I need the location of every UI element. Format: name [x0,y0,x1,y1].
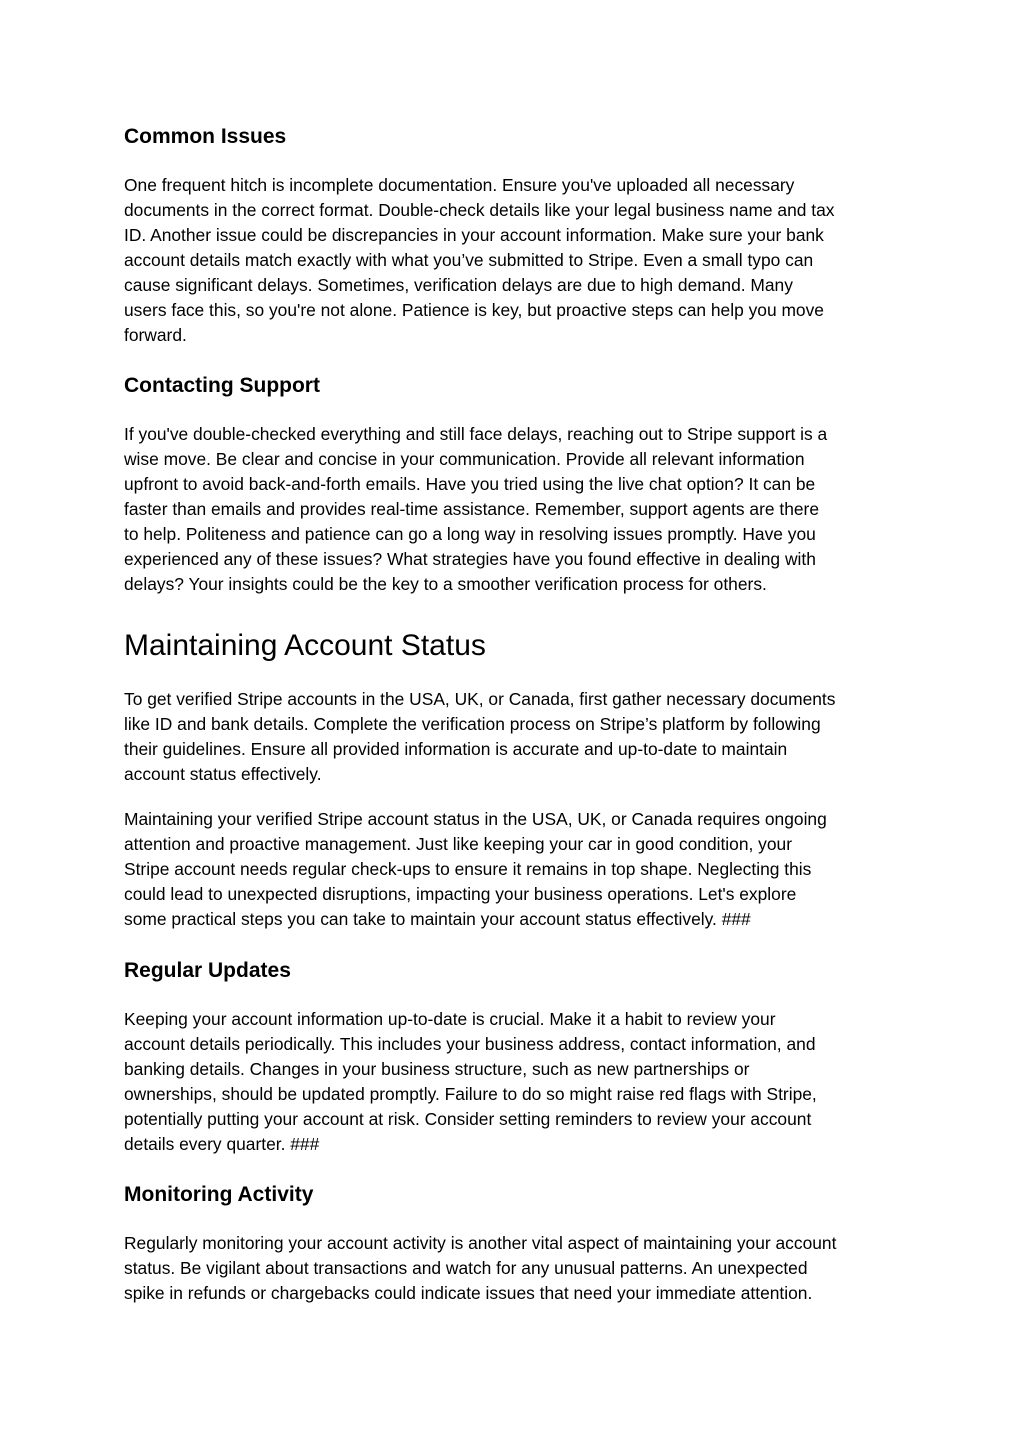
text-line: Maintaining your verified Stripe account status in the USA, UK, or Canada requires ongoing [124,809,827,829]
section-heading-monitoring-activity: Monitoring Activity [124,1183,314,1206]
text-line: users face this, so you're not alone. Patience is key, but proactive steps can help you move [124,300,824,320]
text-line: some practical steps you can take to maintain your account status effectively. ### [124,909,751,929]
text-line: cause significant delays. Sometimes, verification delays are due to high demand. Many [124,275,793,295]
text-line: their guidelines. Ensure all provided information is accurate and up-to-date to maintain [124,739,788,759]
paragraph-contacting-support [124,422,900,597]
text-line: could lead to unexpected disruptions, impacting your business operations. Let's explore [124,884,797,904]
text-line: ownerships, should be updated promptly. Failure to do so might raise red flags with Stripe, [124,1084,817,1104]
text-line: wise move. Be clear and concise in your communication. Provide all relevant information [124,449,805,469]
paragraph-regular-updates [124,1007,900,1157]
text-line: documents in the correct format. Double-check details like your legal business name and tax [124,200,835,220]
text-line: Keeping your account information up-to-date is crucial. Make it a habit to review your [124,1009,776,1029]
main-heading: Maintaining Account Status [124,629,486,662]
section-heading-contacting-support: Contacting Support [124,374,320,397]
paragraph-monitoring-activity [124,1231,900,1306]
text-line: attention and proactive management. Just like keeping your car in good condition, your [124,834,793,854]
text-line: delays? Your insights could be the key to a smoother verification process for others. [124,574,767,594]
text-line: If you've double-checked everything and still face delays, reaching out to Stripe support is a [124,424,828,444]
text-line: like ID and bank details. Complete the verification process on Stripe’s platform by following [124,714,821,734]
text-line: Stripe account needs regular check-ups to ensure it remains in top shape. Neglecting this [124,859,812,879]
text-line: potentially putting your account at risk. Consider setting reminders to review your account [124,1109,812,1129]
text-line: account details match exactly with what you’ve submitted to Stripe. Even a small typo can [124,250,814,270]
text-line: details every quarter. ### [124,1134,320,1154]
text-line: spike in refunds or chargebacks could indicate issues that need your immediate attention. [124,1283,813,1303]
text-line: account status effectively. [124,764,322,784]
text-line: Regularly monitoring your account activity is another vital aspect of maintaining your account [124,1233,837,1253]
text-line: banking details. Changes in your business structure, such as new partnerships or [124,1059,750,1079]
text-line: forward. [124,325,187,345]
text-line: faster than emails and provides real-time assistance. Remember, support agents are there [124,499,820,519]
text-line: One frequent hitch is incomplete documentation. Ensure you've uploaded all necessary [124,175,795,195]
text-line: account details periodically. This includes your business address, contact information, and [124,1034,816,1054]
text-line: To get verified Stripe accounts in the USA, UK, or Canada, first gather necessary documents [124,689,836,709]
paragraph-common-issues [124,173,900,348]
text-line: ID. Another issue could be discrepancies in your account information. Make sure your bank [124,225,824,245]
text-line: status. Be vigilant about transactions and watch for any unusual patterns. An unexpected [124,1258,808,1278]
section-heading-regular-updates: Regular Updates [124,959,291,982]
text-line: experienced any of these issues? What strategies have you found effective in dealing with [124,549,816,569]
text-line: to help. Politeness and patience can go a long way in resolving issues promptly. Have you [124,524,816,544]
paragraph-intro-1 [124,687,900,787]
paragraph-intro-2 [124,807,900,932]
text-line: upfront to avoid back-and-forth emails. Have you tried using the live chat option? It can be [124,474,816,494]
section-heading-common-issues: Common Issues [124,125,287,148]
